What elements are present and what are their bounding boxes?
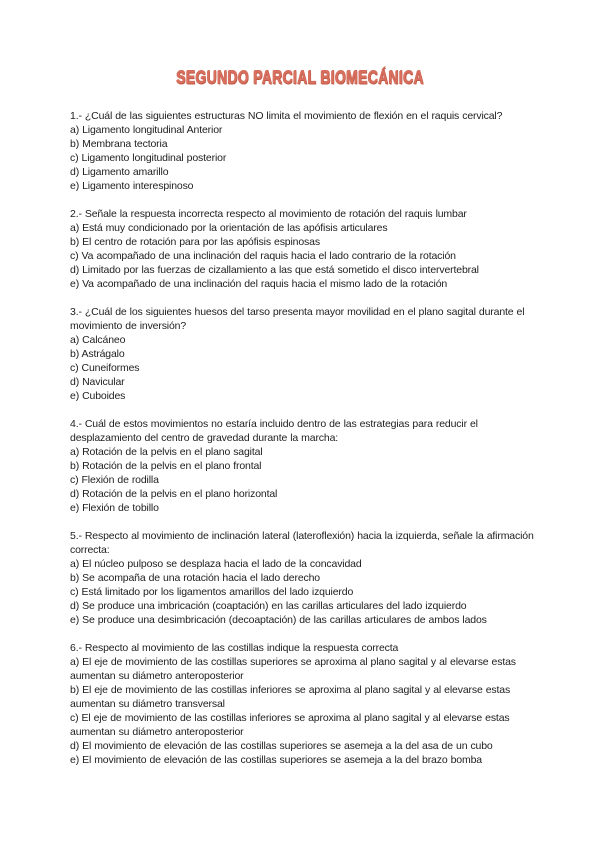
question-6-option-d: d) El movimiento de elevación de las costillas superiores se asemeja a la del asa de un cubo bbox=[70, 740, 493, 752]
question-6-heading: 6.- Respecto al movimiento de las costillas indique la respuesta correcta bbox=[70, 642, 399, 654]
question-2-option-d: d) Limitado por las fuerzas de cizallamiento a las que está sometido el disco intervertebral bbox=[70, 264, 479, 276]
question-1-option-a: a) Ligamento longitudinal Anterior bbox=[70, 124, 223, 136]
question-2 bbox=[70, 207, 546, 291]
question-1-option-e: e) Ligamento interespinoso bbox=[70, 180, 194, 192]
question-3-option-d: d) Navicular bbox=[70, 376, 125, 388]
question-3-heading: 3.- ¿Cuál de los siguientes huesos del tarso presenta mayor movilidad en el plano sagital durante el movimiento de inversión? bbox=[70, 306, 525, 332]
question-1-option-b: b) Membrana tectoria bbox=[70, 138, 168, 150]
question-4-heading: 4.- Cuál de estos movimientos no estaría incluido dentro de las estrategias para reducir el desplazamiento del centro de gravedad durante la marcha: bbox=[70, 418, 478, 444]
document-title bbox=[0, 0, 600, 88]
question-5-option-c: c) Está limitado por los ligamentos amarillos del lado izquierdo bbox=[70, 586, 354, 598]
question-3-option-e: e) Cuboides bbox=[70, 390, 126, 402]
question-1-option-d: d) Ligamento amarillo bbox=[70, 166, 169, 178]
question-4-option-c: c) Flexión de rodilla bbox=[70, 474, 159, 486]
question-1-heading: 1.- ¿Cuál de las siguientes estructuras NO limita el movimiento de flexión en el raquis cervical? bbox=[70, 110, 503, 122]
question-3 bbox=[70, 305, 546, 403]
question-5-option-b: b) Se acompaña de una rotación hacia el lado derecho bbox=[70, 572, 320, 584]
document-title-text: SEGUNDO PARCIAL BIOMECÁNICA bbox=[176, 67, 424, 88]
question-6-option-e: e) El movimiento de elevación de las costillas superiores se asemeja a la del brazo bomba bbox=[70, 754, 482, 766]
question-2-option-b: b) El centro de rotación para por las apófisis espinosas bbox=[70, 236, 320, 248]
question-3-option-c: c) Cuneiformes bbox=[70, 362, 140, 374]
question-4-option-e: e) Flexión de tobillo bbox=[70, 502, 159, 514]
question-1-option-c: c) Ligamento longitudinal posterior bbox=[70, 152, 227, 164]
question-4-option-d: d) Rotación de la pelvis en el plano horizontal bbox=[70, 488, 278, 500]
question-6 bbox=[70, 641, 546, 767]
question-6-option-b: b) El eje de movimiento de las costillas inferiores se aproxima al plano sagital y al elevarse estas aumentan su diámetro transversal bbox=[70, 684, 511, 710]
question-5-option-d: d) Se produce una imbricación (coaptación) en las carillas articulares del lado izquierdo bbox=[70, 600, 467, 612]
question-2-heading: 2.- Señale la respuesta incorrecta respecto al movimiento de rotación del raquis lumbar bbox=[70, 208, 467, 220]
document-body bbox=[0, 88, 600, 767]
question-2-option-c: c) Va acompañado de una inclinación del raquis hacia el lado contrario de la rotación bbox=[70, 250, 456, 262]
question-4-option-a: a) Rotación de la pelvis en el plano sagital bbox=[70, 446, 263, 458]
question-2-option-e: e) Va acompañado de una inclinación del raquis hacia el mismo lado de la rotación bbox=[70, 278, 448, 290]
question-4-option-b: b) Rotación de la pelvis en el plano frontal bbox=[70, 460, 262, 472]
question-5-heading: 5.- Respecto al movimiento de inclinación lateral (lateroflexión) hacia la izquierda, señale la afirmación correcta: bbox=[70, 530, 534, 556]
question-6-option-c: c) El eje de movimiento de las costillas inferiores se aproxima al plano sagital y al elevarse estas aumentan su diámetro anteroposterior bbox=[70, 712, 510, 738]
question-5 bbox=[70, 529, 546, 627]
question-3-option-a: a) Calcáneo bbox=[70, 334, 126, 346]
question-2-option-a: a) Está muy condicionado por la orientación de las apófisis articulares bbox=[70, 222, 388, 234]
question-6-option-a: a) El eje de movimiento de las costillas superiores se aproxima al plano sagital y al elevarse estas aumentan su diámetro anteroposterior bbox=[70, 656, 516, 682]
question-5-option-a: a) El núcleo pulposo se desplaza hacia el lado de la concavidad bbox=[70, 558, 362, 570]
question-1 bbox=[70, 109, 546, 193]
question-5-option-e: e) Se produce una desimbricación (decoaptación) de las carillas articulares de ambos lados bbox=[70, 614, 487, 626]
question-3-option-b: b) Astrágalo bbox=[70, 348, 125, 360]
question-4 bbox=[70, 417, 546, 515]
